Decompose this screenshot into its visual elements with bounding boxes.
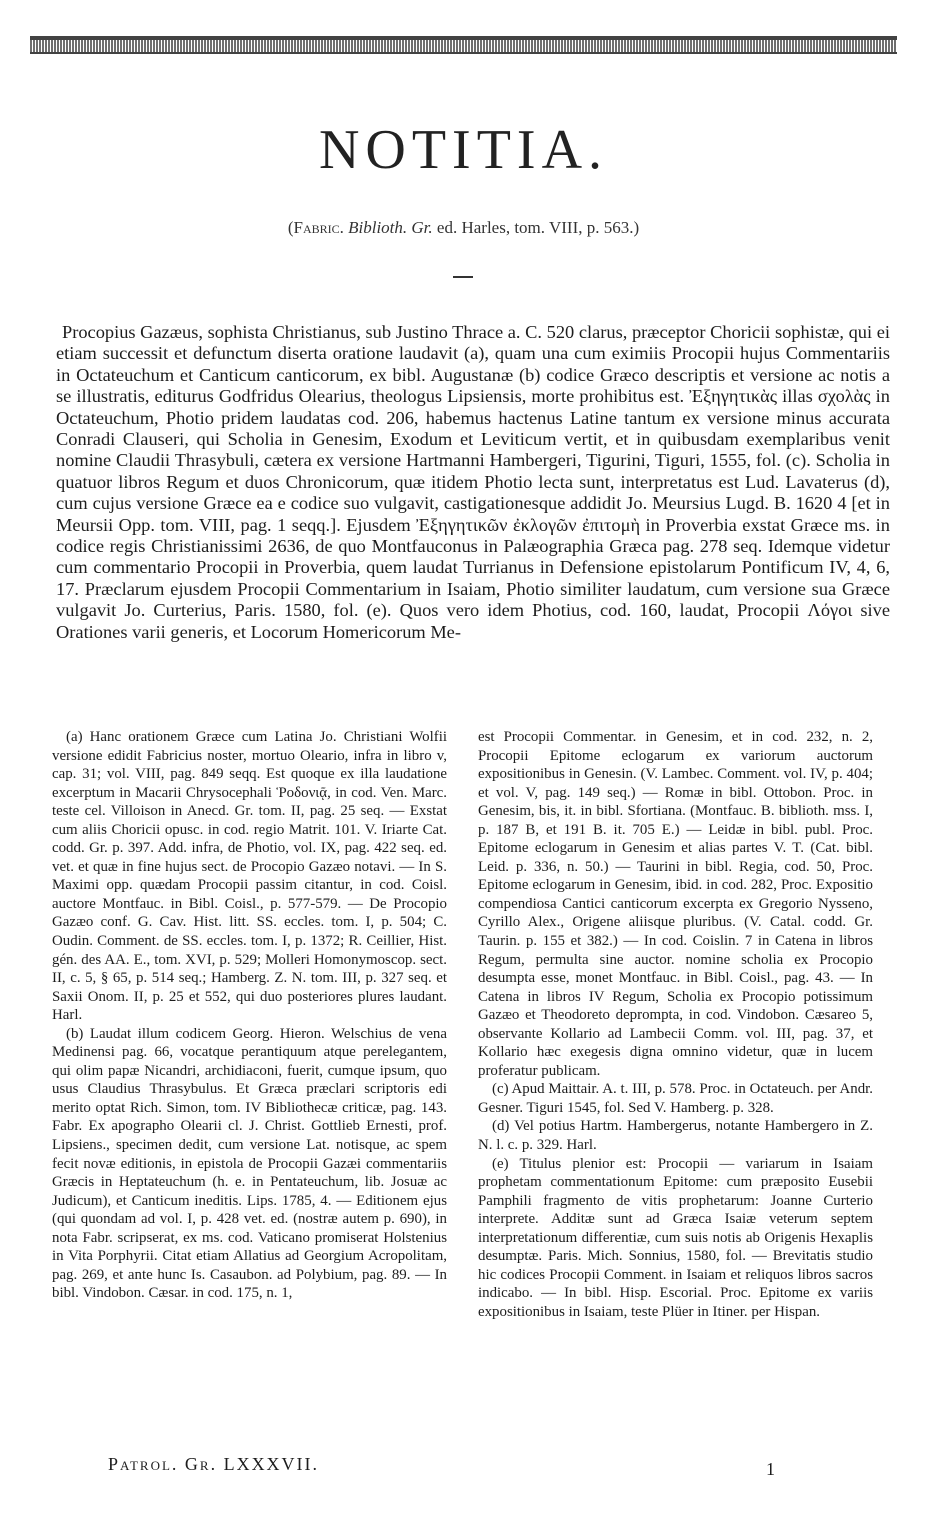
footnote-a: (a) Hanc orationem Græce cum Latina Jo. Christiani Wolfii versione edidit Fabricius noster, mortuo Oleario, infra in libro v, cap. 31; vol. VIII, pag. 849 seqq. Est quoque ex illa laudatione excerptum in Macarii Chrysocephali Ῥοδονιᾷ, in cod. Ven. Marc. teste cel. Villoison in Anecd. Gr. tom. II, pag. 25 seq. — Exstat cum aliis Choricii opusc. in cod. regio Matrit. 101. V. Iriarte Cat. codd. Gr. p. 397. Add. infra, de Photio, vol. IX, pag. 422 seq. ed. vet. et quæ in fine hujus sect. de Procopio Gazæo notavi. — In S. Maximi opp. quædam Procopii passim citantur, in cod. Coisl. auctore Montfauc. in Bibl. Coisl., p. 577-579. — De Procopio Gazæo conf. G. Cav. Hist. litt. SS. eccles. tom. I, p. 504; C. Oudin. Comment. de SS. eccles. tom. I, p. 1372; R. Ceillier, Hist. gén. des AA. E., tom. XVI, p. 529; Molleri Homonymoscop. sect. II, c. 5, § 65, p. 514 seq.; Hamberg. Z. N. tom. III, p. 327 seq. et Saxii Onom. II, p. 25 et 552, qui duo posteriores plures laudant. Harl.	[52, 729, 447, 1024]
footnotes-right-column	[478, 728, 873, 1322]
citation-prefix: (Fabric.	[287, 218, 344, 237]
footnote-e: (e) Titulus plenior est: Procopii — variarum in Isaiam prophetam commentationum Epitome: cum præposito Eusebii Pamphili fragmento de vitis prophetarum: Joanne Curterio interprete. Additæ sunt ad Græca Isaiæ veterum septem interpretationum differentiæ, cum suis notis ab Origenis Hexaplis desumptæ. Paris. Mich. Sonnius, 1580, fol. — Brevitatis studio hic codices Procopii Comment. in Isaiam et reliquos libros sacros indicabo. — In bibl. Hisp. Escorial. Proc. Epitome ex variis expositionibus in Isaiam, teste Plüer in Itiner. per Hispan.	[478, 1155, 873, 1320]
footnote-b-continued: est Procopii Commentar. in Genesim, et in cod. 232, n. 2, Procopii Epitome eclogarum ex variorum auctorum expositionibus in Genesin. (V. Lambec. Comment. vol. IV, p. 404; et vol. V, pag. 149 seq.) — Romæ in bibl. Ottobon. Proc. in Genesim, bis, it. in bibl. Sfortiana. (Montfauc. B. biblioth. mss. I, p. 187 B, et 191 B. it. 705 E.) — Leidæ in bibl. publ. Proc. Epitome eclogarum in Genesim et alias partes V. T. (Cat. bibl. Leid. p. 336, n. 50.) — Taurini in bibl. Regia, cod. 50, Proc. Epitome eclogarum in Genesim, ibid. in cod. 282, Proc. Expositio compendiosa Cantici canticorum excerpta ex Gregorio Nysseno, Cyrillo Alex., Origene aliisque pluribus. (V. Catal. codd. Gr. Taurin. p. 155 et 382.) — In cod. Coislin. 7 in Catena in libros Regum, permulta sine auctor. nomine scholia ex Procopio desumpta esse, monet Montfauc. in Bibl. Coisl., pag. 43. — In Catena in libros IV Regum, Scholia ex Procopio potissimum Gazæo et Theodoreto deprompta, in cod. Vindobon. Cæsareo 5, observante Kollario ad Lambecii Comm. vol. III, pag. 37, et Kollario hæc exegesis digna omnino videtur, quæ in lucem proferatur publicam.	[478, 729, 873, 1079]
ornamental-top-rule	[30, 36, 897, 54]
footnote-d: (d) Vel potius Hartm. Hambergerus, notante Hambergero in Z. N. l. c. p. 329. Harl.	[478, 1118, 873, 1154]
main-body-text: Procopius Gazæus, sophista Christianus, sub Justino Thrace a. C. 520 clarus, præceptor Choricii sophistæ, qui ei etiam successit et defunctum diserta oratione laudavit (a), quam una cum eximiis Procopii hujus Commentariis in Octateuchum et Canticum canticorum, ex bibl. Augustanæ (b) codice Græco descriptis et versione ac notis a se illustratis, editurus Godfridus Olearius, theologus Lipsiensis, morte prohibitus est. Ἐξηγητικὰς illas σχολὰς in Octateuchum, Photio pridem laudatas cod. 206, habemus hactenus Latine tantum ex versione minus accurata Conradi Clauseri, qui Scholia in Genesim, Exodum et Leviticum vertit, et in quibusdam exemplaribus venit nomine Claudii Thrasybuli, cætera ex versione Hartmanni Hambergeri, Tigurini, Tiguri, 1555, fol. (c). Scholia in quatuor libros Regum et duos Chronicorum, quæ itidem Photio lecta sunt, interpretatus est Lud. Lavaterus (d), cum cujus versione Græce ea e codice suo vulgavit, castigationesque addidit Jo. Meursius Lugd. B. 1620 4 [et in Meursii Opp. tom. VIII, pag. 1 seqq.]. Ejusdem Ἐξηγητικῶν ἐκλογῶν ἐπιτομὴ in Proverbia exstat Græce ms. in codice regis Christianissimi 2636, de quo Montfauconus in Palæographia Græca pag. 278 seq. Idemque videtur cum commentario Procopii in Proverbia, quem laudat Turrianus in Defensione epistolarum Pontificum IV, 4, 6, 17. Præclarum ejusdem Procopii Commentarium in Isaiam, Photio similiter laudatum, cum versione sua Græce vulgavit Jo. Curterius, Paris. 1580, fol. (e). Quos vero idem Photius, cod. 160, laudat, Procopii Λόγοι sive Orationes varii generis, et Locorum Homericorum Me-	[56, 322, 890, 642]
page-number: 1	[766, 1459, 775, 1479]
footnote-b: (b) Laudat illum codicem Georg. Hieron. Welschius de vena Medinensi pag. 66, vocatque perantiquum atque perelegantem, qui olim papæ Nicandri, archidiaconi, fuerit, cumque ipsum, quo usus Claudius Thrasybulus. Et Græca præclari scriptoris edi merito optat Rich. Simon, tom. IV Bibliothecæ criticæ, pag. 143. Fabr. Ex apographo Olearii cl. J. Christ. Gottlieb Ernesti, prof. Lipsiens., specimen dedit, cum versione Lat. notisque, ac spem fecit novæ editionis, in epistola de Procopii Gazæi commentariis Græcis in Heptateuchum (h. e. in Pentateuchum, lib. Josuæ ac Judicum), et Canticum ineditis. Lips. 1785, 4. — Editionem ejus (qui quondam ad vol. I, p. 428 vet. ed. (nostræ autem p. 690), in nota Fabr. scripserat, ex ms. cod. Vaticano promiserat Holstenius in Vita Porphyrii. Citat etiam Allatius ad Georgium Acropolitam, pag. 269, et ante hunc Is. Casaubon. ad Polybium, pag. 89. — In bibl. Vindobon. Cæsar. in cod. 175, n. 1,	[52, 1025, 447, 1302]
footnotes-left-column	[52, 728, 447, 1303]
page-title: NOTITIA.	[318, 119, 609, 181]
footnote-c: (c) Apud Maittair. A. t. III, p. 578. Proc. in Octateuch. per Andr. Gesner. Tiguri 1545, fol. Sed V. Hamberg. p. 328.	[478, 1081, 873, 1116]
section-divider	[453, 276, 473, 278]
citation-work: Biblioth. Gr.	[348, 218, 433, 237]
source-citation	[0, 218, 927, 238]
citation-rest: ed. Harles, tom. VIII, p. 563.)	[436, 218, 640, 237]
signature-mark: Patrol. Gr. LXXXVII.	[108, 1454, 320, 1474]
